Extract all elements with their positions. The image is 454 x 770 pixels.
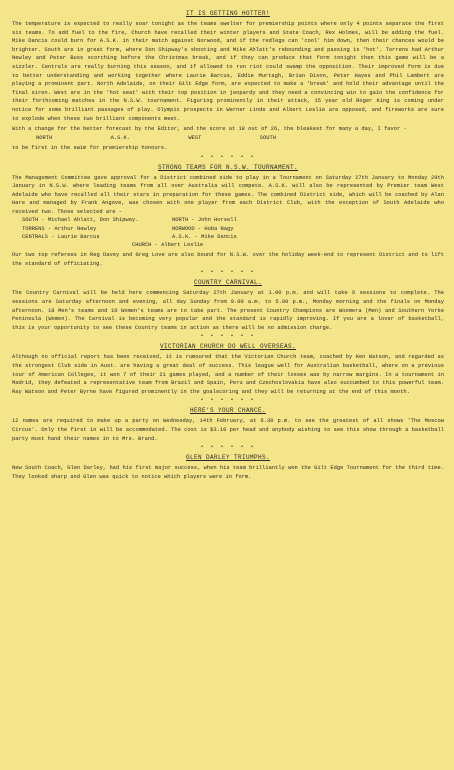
section-title: GLEN DARLEY TRIUMPHS. [185, 454, 270, 462]
separator: • • • • • • [200, 397, 256, 404]
paragraph: With a change for the better forecast by the Editor, and the score at 18 out of 26, the bleakest for many a day, I favor - [12, 126, 407, 133]
paragraph: to be first in the swim for premiership honours. [12, 144, 168, 151]
player: CHURCH - Albert Leslie [132, 242, 204, 249]
section-title: STRONG TEAMS FOR N.S.W. TOURNAMENT. [157, 163, 299, 171]
section-title: HERE'S YOUR CHANCE. [189, 407, 266, 415]
player: A.S.K. - Mike Dancis [172, 233, 237, 240]
player: CENTRALS - Laurie Barcus [22, 233, 100, 240]
player: NORWOOD - Huba Nagy [172, 225, 234, 232]
paragraph: 12 names are required to make up a party on Wednesday, 14th February, at 6.30 p.m. to see the greatest of all shows 'The Moscow Circus'. Only the first in will be accommodated. The cost is $3.10 per head and anybody wishing to see this show through a basketball party must hand their names in to Mrs. Brand. [12, 418, 444, 442]
newsletter-content [12, 6, 444, 481]
player: NORTH - John Horsell [172, 217, 237, 224]
pick: NORTH [36, 134, 53, 141]
player: TORRENS - Arthur Newley [22, 225, 97, 232]
paragraph: The Management Committee gave approval for a District combined side to play in a Tournament on Saturday 27th January to Monday 29th January in N.S.W. where leading teams from all over Australia will compete. A.S.K. will also be represented by Premier team West Adelaide who have recalled all their stars in preparation for these games. The combined District side, which will be coached by Alan Hare and managed by Frank Angove, was chosen with one player from each District Club, with the exception of South Adelaide who received two. Those selected are - [12, 174, 444, 215]
section-title: VICTORIAN CHURCH DO WELL OVERSEAS. [159, 343, 297, 351]
paragraph: The temperature is expected to really soar tonight as the teams swelter for premiership points where only 4 points separate the first six teams. To add fuel to the fire, Church have recalled their winter players and State Coach, Rex Holmes, will be adding the fuel. Mike Dancis could burn for A.S.K. in their match against Norwood, and if the redlegs can 'cool' him down, then their chances would be brighter. South are in great form, where Don Shipway's shooting and Mike Ahlatt's rebounding and passing is 'hot'. Torrens had Arthur Newley and Peter Buss scorching before the Christmas break, and if they can produce that form tonight then this game will be a sizzler. Centrals are really burning this season, and if allowed to run riot could swamp the opposition. Their improved form is due to better understanding and working together where Laurie Barcus, Eddie Murtagh, Brian Dixon, Peter Hayes and Phil Lambert are playing a prominent part. North Adelaide, on their Gilt Edge form, are expected to make a 'break' and hold their advantage until the final siren. West are in the 'hot seat' with their top position in jeopardy and they need a convincing win to gain the confidence for their forthcoming matches in the N.S.W. tournament. Figuring prominently in their attack, 15 year old Roger King is coming under notice for some brilliant passages of play. Olympic prospects in Werner Linde and Albert Leslie are opposed, and fireworks are sure to explode when these two brilliant components meet. [12, 21, 444, 122]
picks-row [12, 134, 276, 142]
section-title: COUNTRY CARNIVAL. [193, 279, 262, 287]
pick: A.S.K. [110, 134, 131, 141]
separator: • • • • • • [200, 269, 256, 276]
selected-players [12, 216, 444, 241]
paragraph: The Country Carnival will be held here commencing Saturday 27th January at 1.00 p.m. and will take 6 sessions to complete. The sessions are Saturday afternoon and evening, all day Sunday from 9.00 a.m. to 5.00 p.m., Monday morning and the finals on Monday afternoon. 18 Men's teams and 10 Women's teams are to take part. The present Country Champions are Woomera (Men) and Southern Yorke Peninsula (Women). The Carnival is becoming very popular and the standard is rapidly improving. If you are a lover of basketball, this is your opportunity to see these Country teams in action as there will be no admission charge. [12, 290, 444, 331]
player: SOUTH - Michael Ahlatt, Don Shipway. [22, 217, 139, 224]
separator: • • • • • • [200, 444, 256, 451]
section-title: IT IS GETTING HOTTER! [185, 10, 270, 17]
paragraph: Our two top referees in Reg Davey and Greg Love are also bound for N.S.W. over the holiday week-end to represent District and to lift the standard of officiating. [12, 252, 444, 267]
pick: SOUTH [259, 134, 276, 141]
paragraph: New South Coach, Glen Darley, had his first major success, when his team brilliantly won the Gilt Edge Tournament for the third time. They looked sharp and Glen was quick to notice which players were in form. [12, 465, 444, 480]
pick: WEST [188, 134, 202, 141]
separator: • • • • • • [200, 333, 256, 340]
separator: • • • • • • [200, 153, 256, 160]
paragraph: Although no official report has been received, it is rumoured that the Victorian Church team, coached by Ken Watson, and regarded as the strongest Club side in Aust. are having a great deal of success. This league well for Australian basketball, where on a previous tour of American Colleges, it won 7 of their 21 games played, and a number of their losses was by narrow margins. In a tournament in Madrid, they defeated a representative team from Brazil and Spain, Peru and Czechoslovakia have also succumbed to this powerful team. Ray Watson and Peter Byrne have figured prominently in the goalscoring and they will be returning at the end of this month. [12, 354, 444, 395]
